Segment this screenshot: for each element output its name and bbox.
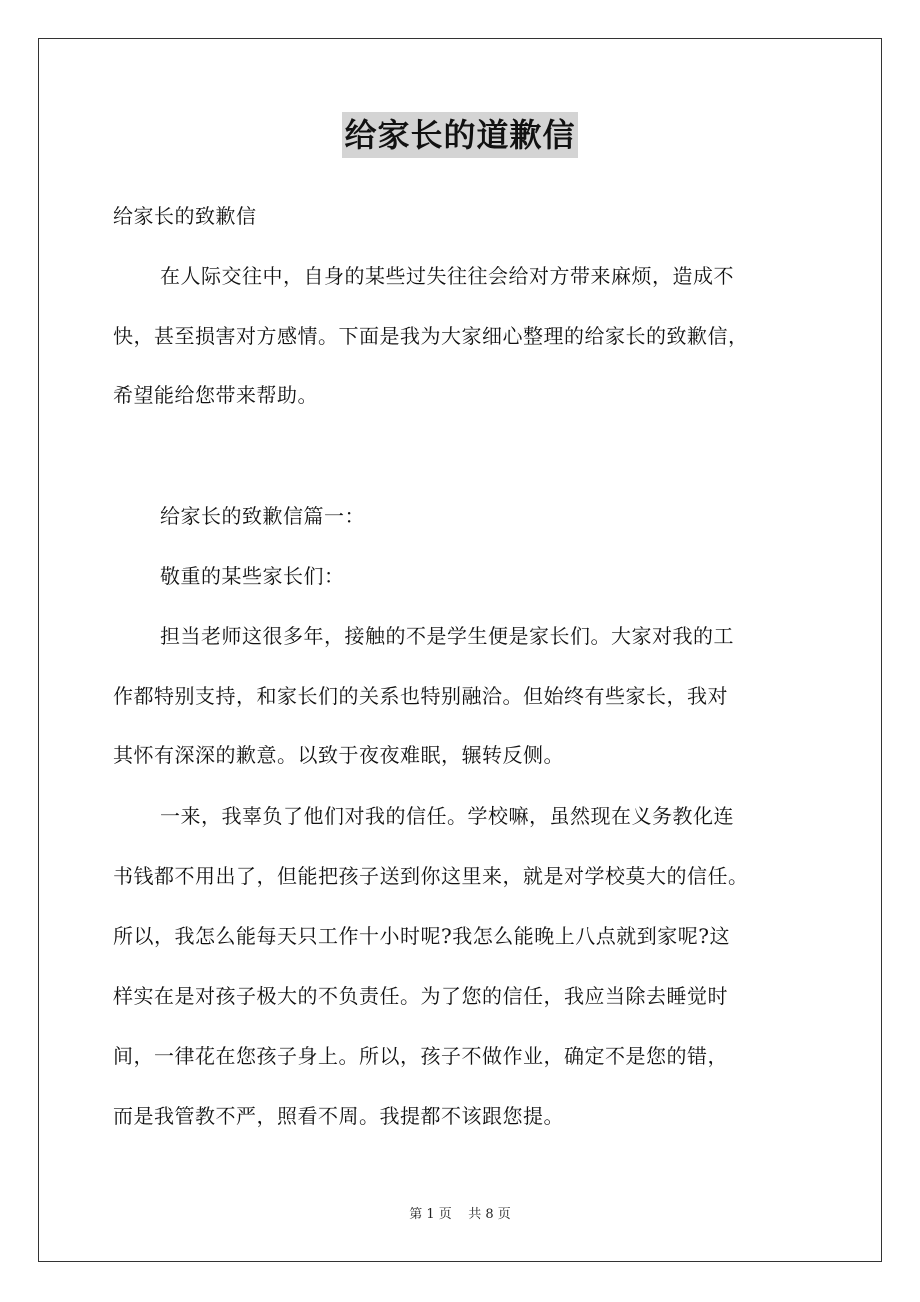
title-container — [0, 112, 920, 158]
paragraph-line: 在人际交往中，自身的某些过失往往会给对方带来麻烦，造成不 — [160, 264, 734, 288]
paragraph-line: 样实在是对孩子极大的不负责任。为了您的信任，我应当除去睡觉时 — [113, 984, 728, 1008]
paragraph-line: 间，一律花在您孩子身上。所以，孩子不做作业，确定不是您的错， — [113, 1044, 728, 1068]
paragraph-line: 作都特别支持，和家长们的关系也特别融洽。但始终有些家长，我对 — [113, 684, 728, 708]
section-heading: 给家长的致歉信篇一： — [160, 504, 365, 528]
paragraph-line: 而是我管教不严，照看不周。我提都不该跟您提。 — [113, 1104, 564, 1128]
paragraph-line: 书钱都不用出了，但能把孩子送到你这里来，就是对学校莫大的信任。 — [113, 864, 749, 888]
paragraph-line: 快，甚至损害对方感情。下面是我为大家细心整理的给家长的致歉信， — [113, 324, 749, 348]
salutation: 敬重的某些家长们： — [160, 564, 345, 588]
document-title: 给家长的道歉信 — [342, 112, 577, 158]
page-footer: 第 1 页 共 8 页 — [409, 1207, 511, 1222]
paragraph-line: 希望能给您带来帮助。 — [113, 383, 318, 407]
paragraph-line: 所以，我怎么能每天只工作十小时呢?我怎么能晚上八点就到家呢?这 — [113, 924, 730, 948]
paragraph-line: 一来，我辜负了他们对我的信任。学校嘛，虽然现在义务教化连 — [160, 804, 734, 828]
paragraph-line: 其怀有深深的歉意。以致于夜夜难眠，辗转反侧。 — [113, 743, 564, 767]
document-subtitle: 给家长的致歉信 — [113, 204, 257, 228]
paragraph-line: 担当老师这很多年，接触的不是学生便是家长们。大家对我的工 — [160, 624, 734, 648]
